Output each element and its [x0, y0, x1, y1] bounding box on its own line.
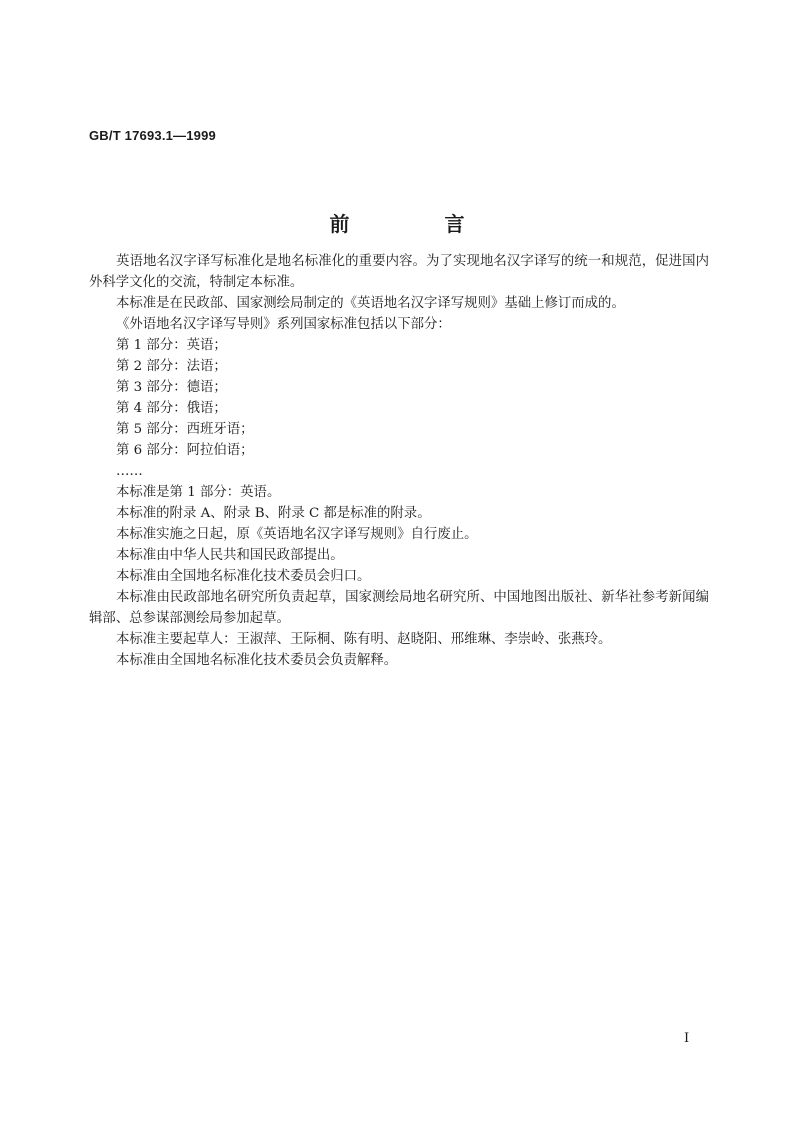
- paragraph: 本标准是在民政部、国家测绘局制定的《英语地名汉字译写规则》基础上修订而成的。: [116, 296, 625, 311]
- list-item: 第 3 部分：德语；: [116, 380, 227, 395]
- paragraph: 本标准由民政部地名研究所负责起草，国家测绘局地名研究所、中国地图出版社、新华社参考新闻编辑部、总参谋部测绘局参加起草。: [89, 590, 709, 626]
- foreword-body: [89, 251, 709, 671]
- paragraph: 本标准由中华人民共和国民政部提出。: [116, 548, 344, 563]
- paragraph: 英语地名汉字译写标准化是地名标准化的重要内容。为了实现地名汉字译写的统一和规范，促进国内外科学文化的交流，特制定本标准。: [89, 254, 709, 290]
- list-item: 第 6 部分：阿拉伯语；: [116, 443, 254, 458]
- list-item: 第 2 部分：法语；: [116, 359, 227, 374]
- page-title: 前 言: [329, 212, 509, 236]
- paragraph: 本标准是第 1 部分：英语。: [116, 485, 281, 500]
- paragraph: 《外语地名汉字译写导则》系列国家标准包括以下部分：: [116, 317, 451, 332]
- page-number: I: [684, 1031, 690, 1046]
- list-item: 第 5 部分：西班牙语；: [116, 422, 254, 437]
- list-ellipsis: ……: [116, 464, 143, 479]
- paragraph: 本标准由全国地名标准化技术委员会归口。: [116, 569, 371, 584]
- paragraph: 本标准实施之日起，原《英语地名汉字译写规则》自行废止。: [116, 527, 478, 542]
- list-item: 第 4 部分：俄语；: [116, 401, 227, 416]
- paragraph: 本标准主要起草人：王淑萍、王际桐、陈有明、赵晓阳、邢维琳、李崇岭、张燕玲。: [116, 632, 612, 647]
- paragraph: 本标准由全国地名标准化技术委员会负责解释。: [116, 653, 398, 668]
- standard-code: GB/T 17693.1—1999: [89, 128, 216, 143]
- list-item: 第 1 部分：英语；: [116, 338, 227, 353]
- paragraph: 本标准的附录 A、附录 B、附录 C 都是标准的附录。: [116, 506, 431, 521]
